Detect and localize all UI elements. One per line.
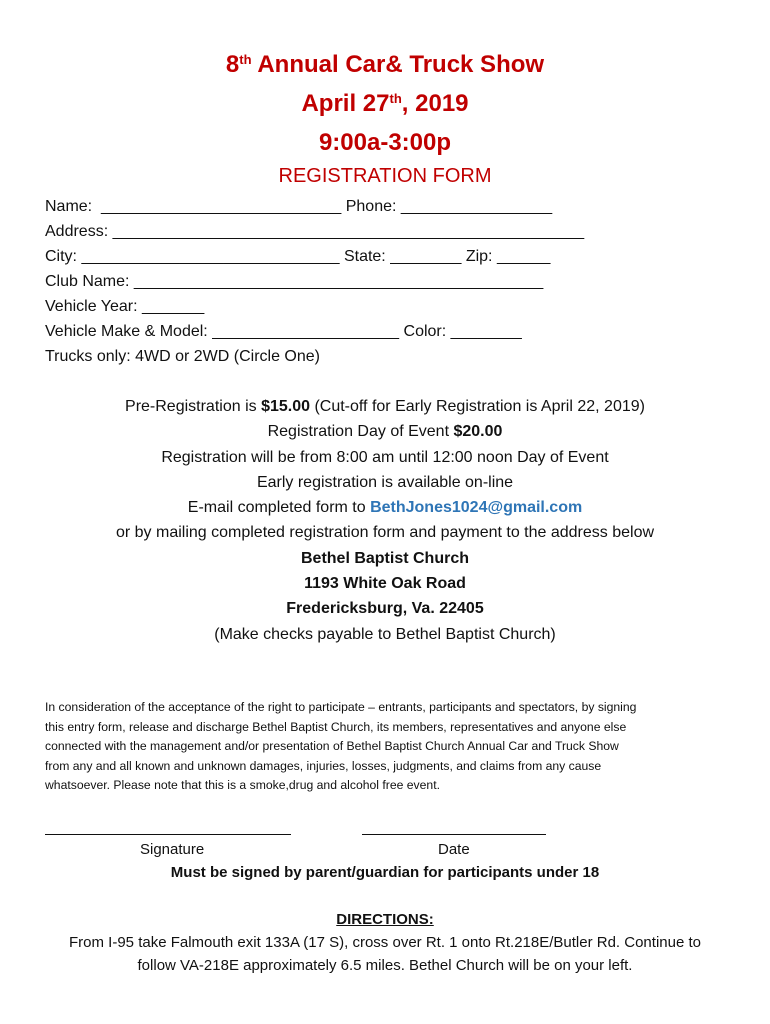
- checks-payable-note: (Make checks payable to Bethel Baptist Church): [214, 625, 556, 643]
- preregistration-cutoff: (Cut-off for Early Registration is April 22, 2019): [310, 398, 645, 415]
- mail-instructions: or by mailing completed registration form and payment to the address below: [115, 524, 655, 542]
- directions-line: follow VA-218E approximately 6.5 miles. Bethel Church will be on your left.: [137, 957, 633, 974]
- email-link[interactable]: BethJones1024@gmail.com: [370, 499, 583, 517]
- registration-hours: Registration will be from 8:00 am until 12:00 noon Day of Event: [161, 448, 609, 466]
- title-text: Annual Car& Truck Show: [251, 51, 545, 78]
- date-label: Date: [438, 841, 470, 858]
- trucks-drive-type-field[interactable]: Trucks only: 4WD or 2WD (Circle One): [45, 348, 320, 365]
- event-title: [0, 50, 770, 80]
- event-date: [0, 89, 770, 119]
- church-city: Fredericksburg, Va. 22405: [286, 600, 484, 618]
- preregistration-line: [0, 394, 770, 419]
- date-line[interactable]: [362, 834, 546, 835]
- name-phone-field[interactable]: Name: ___________________________ Phone: _________________: [45, 198, 553, 215]
- day-of-event-label: Registration Day of Event: [267, 423, 454, 441]
- church-name: Bethel Baptist Church: [300, 549, 469, 567]
- date-text: April 27: [301, 90, 390, 117]
- disclaimer-line: from any and all known and unknown damages, injuries, losses, judgments, and claims from any cause: [45, 758, 602, 773]
- disclaimer-line: connected with the management and/or presentation of Bethel Baptist Church Annual Car and Truck Show: [45, 739, 619, 754]
- disclaimer-line: this entry form, release and discharge Bethel Baptist Church, its members, representatives and anyone else: [45, 719, 627, 734]
- club-name-field[interactable]: Club Name: ______________________________________________: [45, 273, 544, 290]
- online-registration-note: Early registration is available on-line: [256, 473, 514, 491]
- form-heading: REGISTRATION FORM: [278, 165, 492, 187]
- registration-fields: [45, 194, 745, 369]
- day-of-event-line: [0, 419, 770, 444]
- event-time: 9:00a-3:00p: [318, 129, 452, 156]
- city-state-zip-field[interactable]: City: _____________________________ State: ________ Zip: ______: [45, 248, 551, 265]
- email-line: [0, 495, 770, 520]
- vehicle-make-model-color-field[interactable]: Vehicle Make & Model: _____________________ Color: ________: [45, 323, 522, 340]
- directions-line: From I-95 take Falmouth exit 133A (17 S), cross over Rt. 1 onto Rt.218E/Butler Rd. Continue to: [69, 934, 701, 951]
- signature-line[interactable]: [45, 834, 291, 835]
- registration-info: [0, 394, 770, 647]
- email-label: E-mail completed form to: [187, 499, 371, 517]
- date-year: , 2019: [401, 90, 469, 117]
- guardian-signature-note: Must be signed by parent/guardian for participants under 18: [170, 864, 600, 881]
- directions-heading: DIRECTIONS:: [336, 911, 434, 928]
- day-of-event-price: $20.00: [453, 423, 503, 441]
- vehicle-year-field[interactable]: Vehicle Year: _______: [45, 298, 205, 315]
- disclaimer-line: In consideration of the acceptance of the right to participate – entrants, participants and spectators, by signing: [45, 700, 637, 714]
- church-street: 1193 White Oak Road: [304, 575, 466, 593]
- title-number: 8: [225, 51, 240, 78]
- address-field[interactable]: Address: _____________________________________________________: [45, 223, 585, 240]
- liability-disclaimer: [45, 698, 733, 796]
- date-ordinal: th: [389, 91, 402, 106]
- preregistration-label: Pre-Registration is: [125, 398, 262, 415]
- directions-text: [0, 931, 770, 977]
- signature-label: Signature: [140, 841, 205, 858]
- disclaimer-line: whatsoever. Please note that this is a smoke,drug and alcohol free event.: [45, 778, 440, 793]
- preregistration-price: $15.00: [261, 398, 310, 415]
- title-ordinal: th: [239, 52, 252, 67]
